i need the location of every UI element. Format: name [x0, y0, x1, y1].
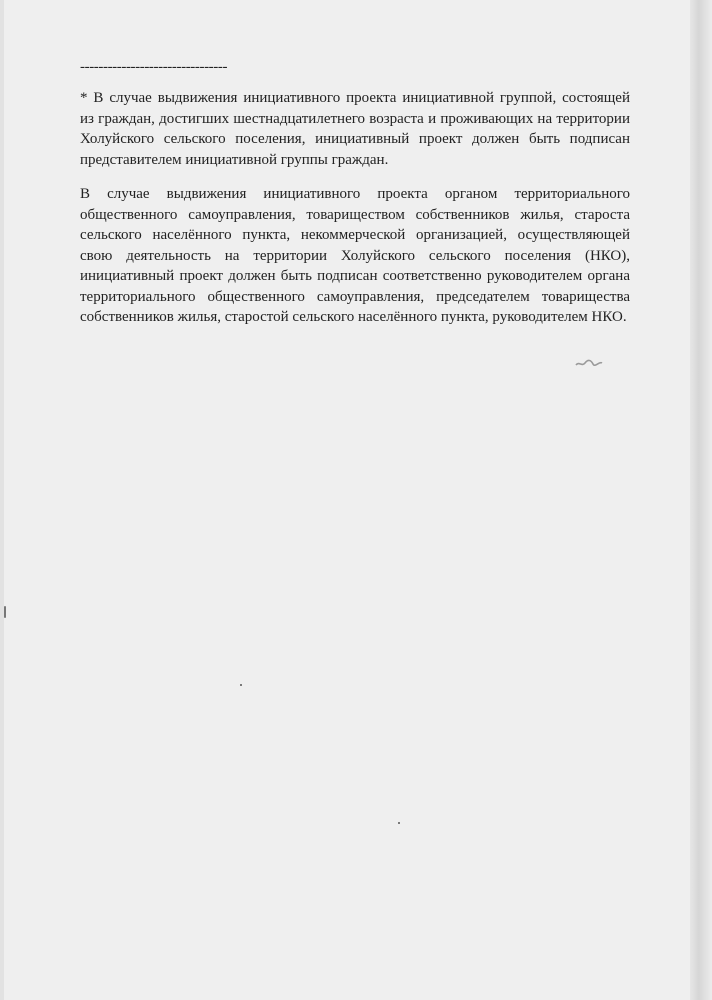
document-body	[80, 58, 630, 342]
footnote-separator: --------------------------------	[80, 59, 228, 75]
footnote-paragraph-1: * В случае выдвижения инициативного проекта инициативной группой, состоящей из граждан, достигших шестнадцатилетнего возраста и проживающих на территории Холуйского сельского поселения, инициативный проект должен быть подписан представителем инициативной группы граждан.	[80, 90, 630, 168]
scan-edge-left	[0, 0, 4, 1000]
scan-edge-right	[690, 0, 712, 1000]
ink-smudge-mark	[575, 358, 603, 368]
scan-speck	[4, 606, 6, 618]
scan-speck	[240, 684, 242, 686]
footnote-paragraph-2: В случае выдвижения инициативного проекта органом территориального общественного самоуправления, товариществом собственников жилья, староста сельского населённого пункта, некоммерческой организацией, осуществляющей свою деятельность на территории Холуйского сельского поселения (НКО), инициативный проект должен быть подписан соответственно руководителем органа территориального общественного самоуправления, председателем товарищества собственников жилья, старостой сельского населённого пункта, руководителем НКО.	[80, 186, 630, 325]
scan-speck	[398, 822, 400, 824]
